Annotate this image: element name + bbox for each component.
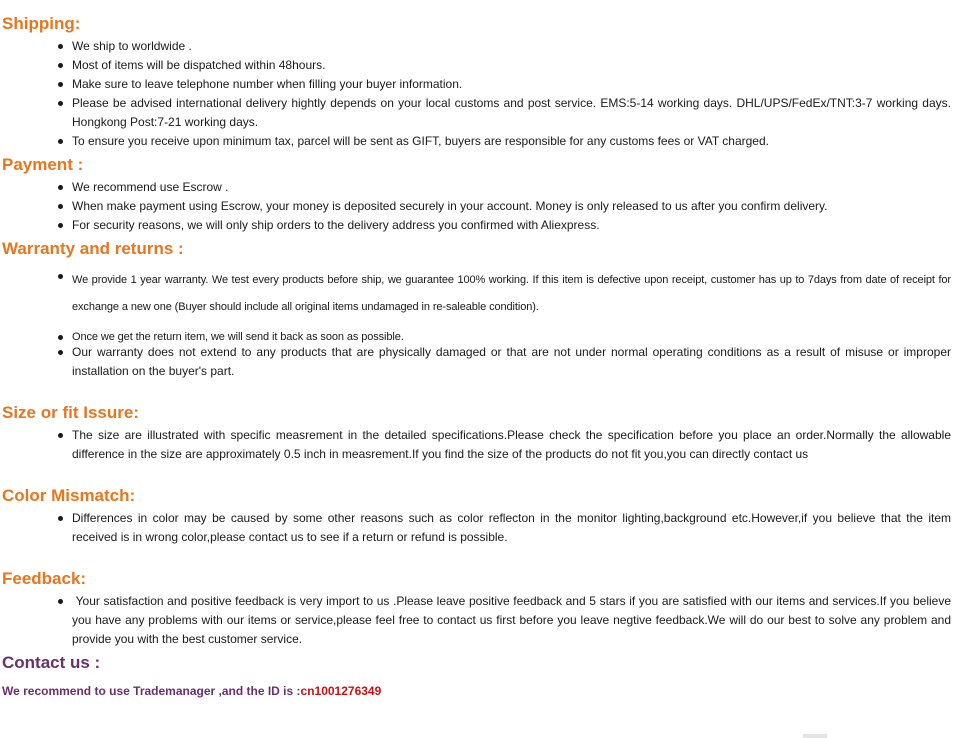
shipping-item: Make sure to leave telephone number when filling your buyer information.	[0, 75, 959, 94]
payment-item: When make payment using Escrow, your money is deposited securely in your account. Money is only released to us after you confirm delivery.	[0, 197, 959, 216]
size-heading: Size or fit Issure:	[2, 403, 139, 422]
shipping-item: To ensure you receive upon minimum tax, parcel will be sent as GIFT, buyers are responsible for any customs fees or VAT charged.	[0, 132, 959, 151]
feedback-list	[0, 592, 959, 649]
warranty-heading: Warranty and returns :	[2, 239, 184, 258]
shipping-item: Please be advised international delivery hightly depends on your local customs and post service. EMS:5-14 working days. DHL/UPS/FedEx/TNT:3-7 working days. Hongkong Post:7-21 working days.	[0, 94, 959, 132]
payment-heading: Payment :	[2, 155, 84, 174]
shipping-item: We ship to worldwide .	[0, 37, 959, 56]
payment-item: For security reasons, we will only ship orders to the delivery address you confirmed with Aliexpress.	[0, 216, 959, 235]
warranty-item: We provide 1 year warranty. We test every products before ship, we guarantee 100% working. If this item is defective upon receipt, customer has up to 7days from date of receipt for exchange a new one (Buyer should include all original items undamaged in re-saleable condition).	[0, 267, 959, 321]
warranty-item: Once we get the return item, we will send it back as soon as possible.	[0, 328, 959, 347]
contact-line	[2, 682, 381, 700]
shipping-list	[0, 37, 959, 151]
payment-item: We recommend use Escrow .	[0, 178, 959, 197]
warranty-list	[0, 267, 959, 347]
trademanager-id: cn1001276349	[300, 684, 382, 698]
feedback-item: Your satisfaction and positive feedback is very import to us .Please leave positive feedback and 5 stars if you are satisfied with our items and services.If you believe you have any problems with our items or service,please feel free to contact us first before you leave negtive feedback.We will do our best to solve any problem and provide you with the best customer service.	[0, 592, 959, 649]
warranty-item: Our warranty does not extend to any products that are physically damaged or that are not under normal operating conditions as a result of misuse or improper installation on the buyer's part.	[0, 343, 959, 381]
shipping-heading: Shipping:	[2, 14, 81, 33]
color-heading: Color Mismatch:	[2, 486, 136, 505]
size-list	[0, 426, 959, 464]
scroll-edge	[803, 734, 827, 738]
contact-heading: Contact us :	[2, 653, 101, 672]
feedback-heading: Feedback:	[2, 569, 87, 588]
size-item: The size are illustrated with specific measrement in the detailed specifications.Please check the specification before you place an order.Normally the allowable difference in the size are approximately 0.5 inch in measrement.If you find the size of the products do not fit you,you can directly contact us	[0, 426, 959, 464]
color-item: Differences in color may be caused by some other reasons such as color reflecton in the monitor lighting,background etc.However,if you believe that the item received is in wrong color,please contact us to see if a return or refund is possible.	[0, 509, 959, 547]
warranty-list-continued	[0, 343, 959, 381]
color-list	[0, 509, 959, 547]
payment-list	[0, 178, 959, 235]
shipping-item: Most of items will be dispatched within 48hours.	[0, 56, 959, 75]
contact-text: We recommend to use Trademanager ,and the ID is :	[2, 684, 301, 698]
